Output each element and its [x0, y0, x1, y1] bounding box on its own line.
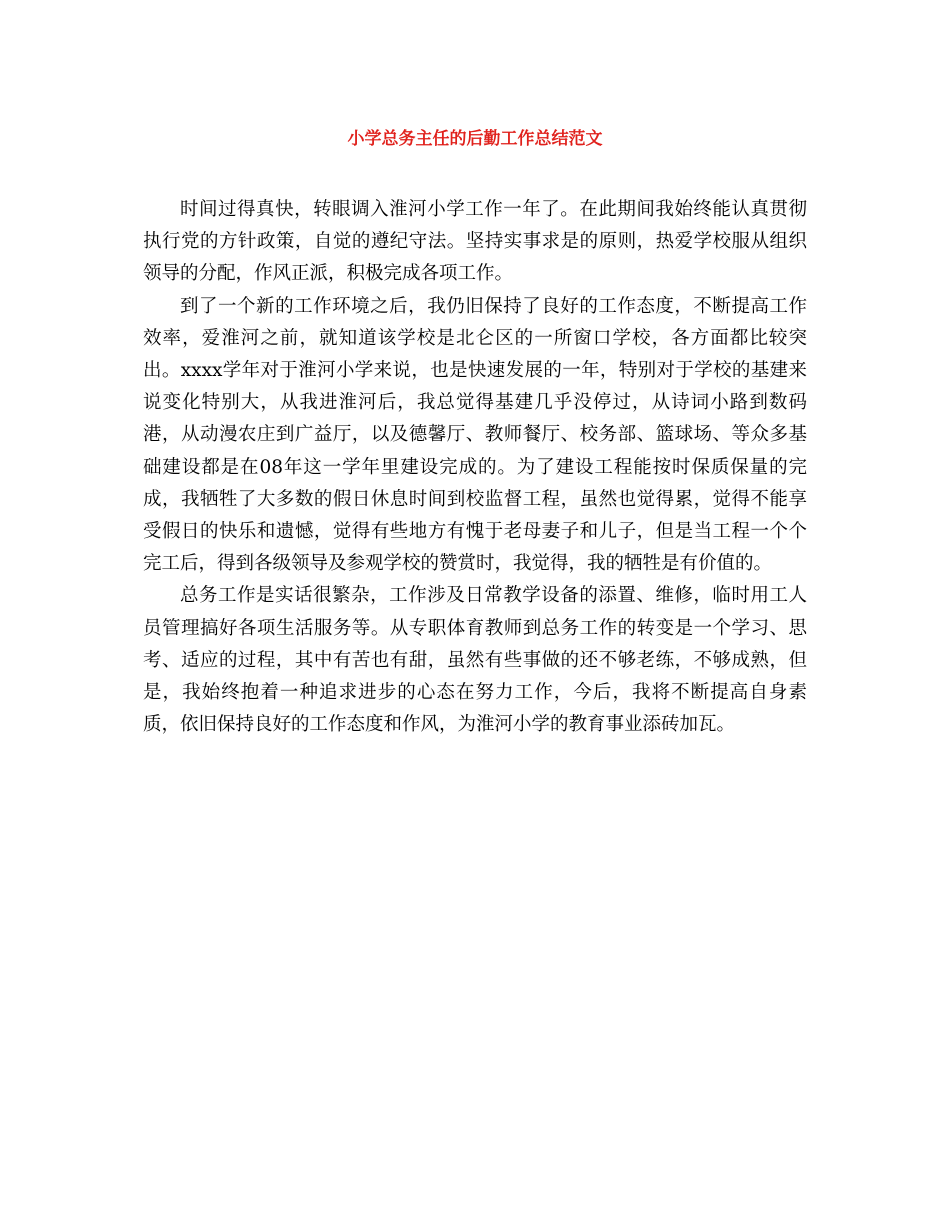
- document-body: [143, 194, 807, 741]
- paragraph-1: 时间过得真快，转眼调入淮河小学工作一年了。在此期间我始终能认真贯彻执行党的方针政策，自觉的遵纪守法。坚持实事求是的原则，热爱学校服从组织领导的分配，作风正派，积极完成各项工作。: [143, 199, 807, 285]
- paragraph-3: 总务工作是实话很繁杂，工作涉及日常教学设备的添置、维修，临时用工人员管理搞好各项生活服务等。从专职体育教师到总务工作的转变是一个学习、思考、适应的过程，其中有苦也有甜，虽然有些事做的还不够老练，不够成熟，但是，我始终抱着一种追求进步的心态在努力工作，今后，我将不断提高自身素质，依旧保持良好的工作态度和作风，为淮河小学的教育事业添砖加瓦。: [143, 585, 807, 736]
- paragraph-2: 到了一个新的工作环境之后，我仍旧保持了良好的工作态度，不断提高工作效率，爱淮河之前，就知道该学校是北仑区的一所窗口学校，各方面都比较突出。xxxx学年对于淮河小学来说，也是快速发展的一年，特别对于学校的基建来说变化特别大，从我进淮河后，我总觉得基建几乎没停过，从诗词小路到数码港，从动漫农庄到广益厅，以及德馨厅、教师餐厅、校务部、篮球场、等众多基础建设都是在08年这一学年里建设完成的。为了建设工程能按时保质保量的完成，我牺牲了大多数的假日休息时间到校监督工程，虽然也觉得累，觉得不能享受假日的快乐和遗憾，觉得有些地方有愧于老母妻子和儿子，但是当工程一个个完工后，得到各级领导及参观学校的赞赏时，我觉得，我的牺牲是有价值的。: [143, 295, 807, 575]
- document-title: 小学总务主任的后勤工作总结范文: [347, 129, 603, 149]
